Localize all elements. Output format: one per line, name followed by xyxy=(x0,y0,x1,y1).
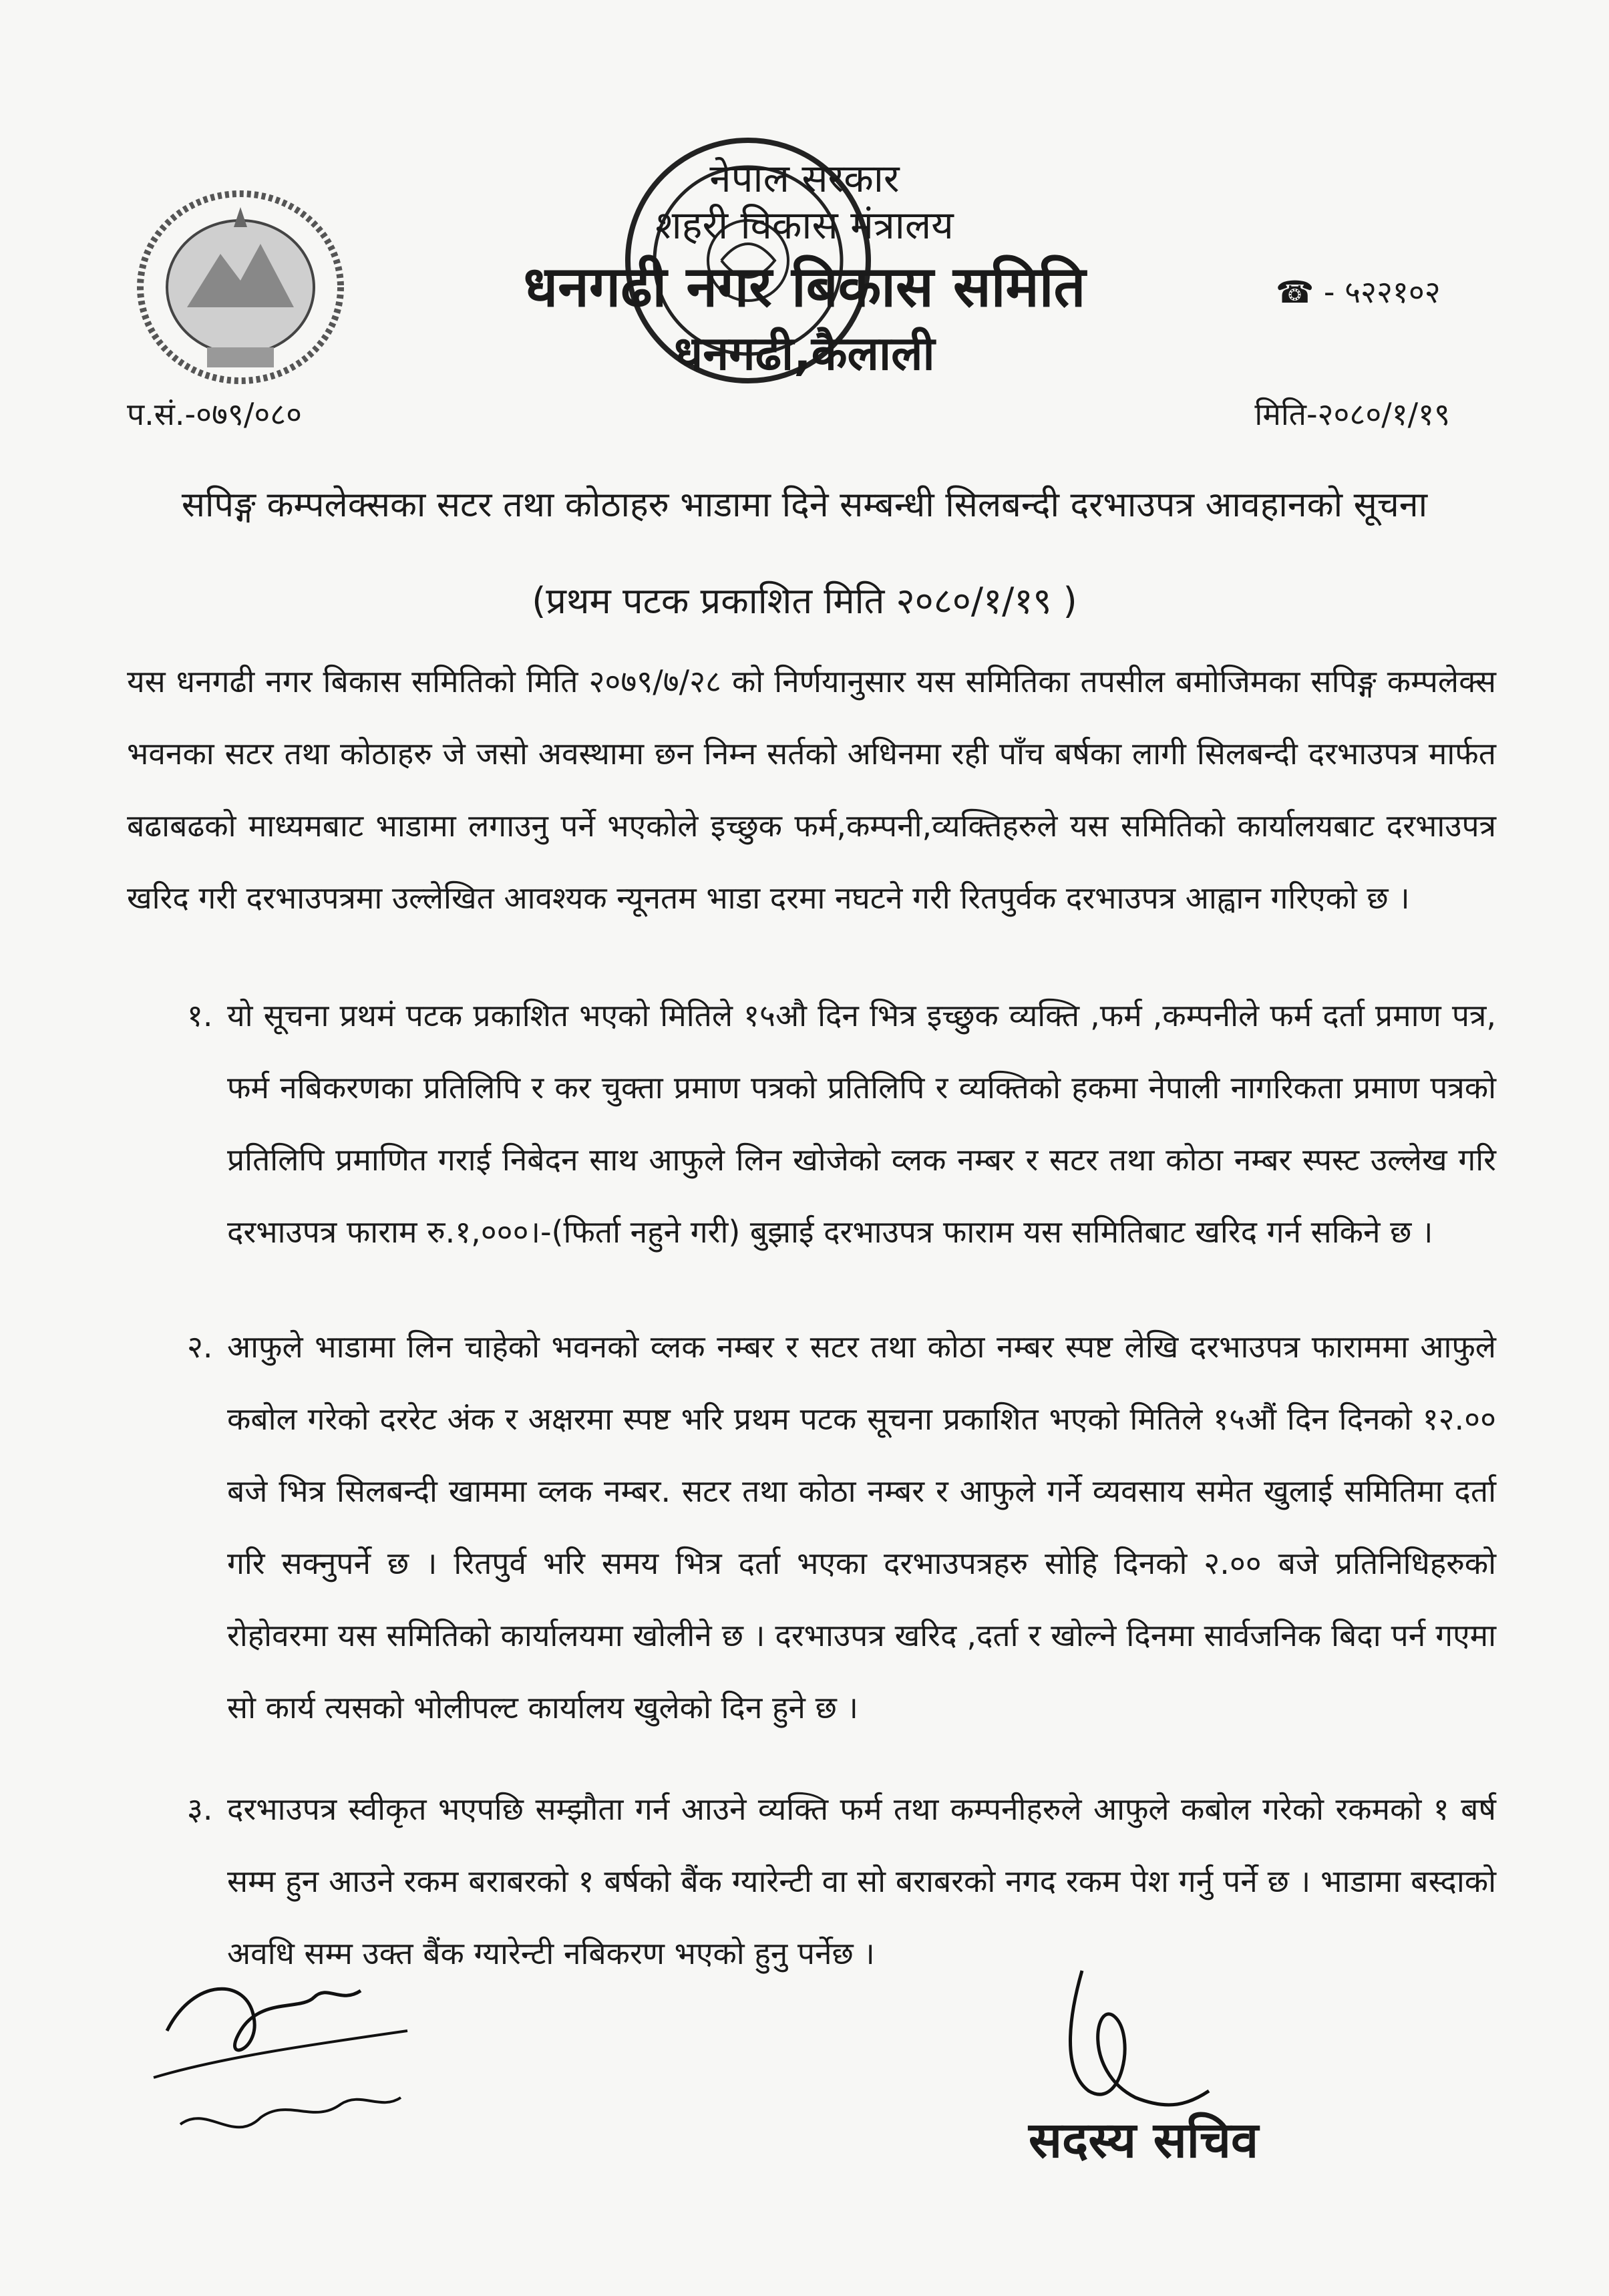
item-number: १. xyxy=(187,997,213,1033)
item-text: यो सूचना प्रथमं पटक प्रकाशित भएको मितिले १५औ दिन भित्र इच्छुक व्यक्ति ,फर्म ,कम्पनीले फर्म दर्ता प्रमाण पत्र, फर्म नबिकरणका प्रतिलिपि र कर चुक्ता प्रमाण पत्रको प्रतिलिपि र व्यक्तिको हकमा नेपाली नागरिकता प्रमाण पत्रको प्रतिलिपि प्रमाणित गराई निबेदन साथ आफुले लिन खोजेको व्लक नम्बर र सटर तथा कोठा नम्बर स्पस्ट उल्लेख गरि दरभाउपत्र फाराम रु.१,०००।-(फिर्ता नहुने गरी) बुझाई दरभाउपत्र फाराम यस समितिबाट खरिद गर्न सकिने छ । xyxy=(227,997,1496,1250)
header-location: धनगढी,कैलाली xyxy=(674,326,935,381)
header-government: नेपाल सरकार xyxy=(709,156,900,201)
item-text: दरभाउपत्र स्वीकृत भएपछि सम्झौता गर्न आउने व्यक्ति फर्म तथा कम्पनीहरुले आफुले कबोल गरेको रकमको १ बर्ष सम्म हुन आउने रकम बराबरको १ बर्षको बैंक ग्यारेन्टी वा सो बराबरको नगद रकम पेश गर्नु पर्ने छ । भाडामा बस्दाको अवधि सम्म उक्त बैंक ग्यारेन्टी नबिकरण भएको हुनु पर्नेछ । xyxy=(227,1791,1496,1971)
signer-title: सदस्य सचिव xyxy=(1029,2112,1259,2169)
header-ministry: शहरी विकास मंत्रालय xyxy=(655,202,954,248)
publication-date: (प्रथम पटक प्रकाशित मिति २०८०/१/१९ ) xyxy=(532,580,1077,622)
handwritten-signature-left xyxy=(140,1951,434,2164)
intro-paragraph: यस धनगढी नगर बिकास समितिको मिति २०७९/७/२८ को निर्णयानुसार यस समितिका तपसील बमोजिमका सपिङ्ग कम्पलेक्स भवनका सटर तथा कोठाहरु जे जसो अवस्थामा छन निम्न सर्तको अधिनमा रही पाँच बर्षका लागी सिलबन्दी दरभाउपत्र मार्फत बढाबढको माध्यमबाट भाडामा लगाउनु पर्ने भएकोले इच्छुक फर्म,कम्पनी,व्यक्तिहरुले यस समितिको कार्यालयबाट दरभाउपत्र खरिद गरी दरभाउपत्रमा उल्लेखित आवश्यक न्यूनतम भाडा दरमा नघटने गरी रितपुर्वक दरभाउपत्र आह्वान गरिएको छ । xyxy=(127,663,1496,916)
header-organization: धनगढी नगर बिकास समिति xyxy=(523,254,1086,319)
document-date: मिति-२०८०/१/१९ xyxy=(1254,396,1450,432)
item-text: आफुले भाडामा लिन चाहेको भवनको व्लक नम्बर र सटर तथा कोठा नम्बर स्पष्ट लेखि दरभाउपत्र फाराममा आफुले कबोल गरेको दररेट अंक र अक्षरमा स्पष्ट भरि प्रथम पटक सूचना प्रकाशित भएको मितिले १५औं दिन दिनको १२.०० बजे भित्र सिलबन्दी खाममा व्लक नम्बर. सटर तथा कोठा नम्बर र आफुले गर्ने व्यवसाय समेत खुलाई समितिमा दर्ता गरि सक्नुपर्ने छ । रितपुर्व भरि समय भित्र दर्ता भएका दरभाउपत्रहरु सोहि दिनको २.०० बजे प्रतिनिधिहरुको रोहोवरमा यस समितिको कार्यालयमा खोलीने छ । दरभाउपत्र खरिद ,दर्ता र खोल्ने दिनमा सार्वजनिक बिदा पर्न गएमा सो कार्य त्यसको भोलीपल्ट कार्यालय खुलेको दिन हुने छ । xyxy=(227,1329,1496,1726)
item-number: २. xyxy=(187,1329,213,1365)
item-number: ३. xyxy=(187,1791,213,1827)
phone-number: ☎ - ५२२१०२ xyxy=(1276,274,1441,310)
reference-number: प.सं.-०७९/०८० xyxy=(127,396,303,432)
notice-subject: सपिङ्ग कम्पलेक्सका सटर तथा कोठाहरु भाडामा दिने सम्बन्धी सिलबन्दी दरभाउपत्र आवहानको सूचना xyxy=(181,485,1428,525)
